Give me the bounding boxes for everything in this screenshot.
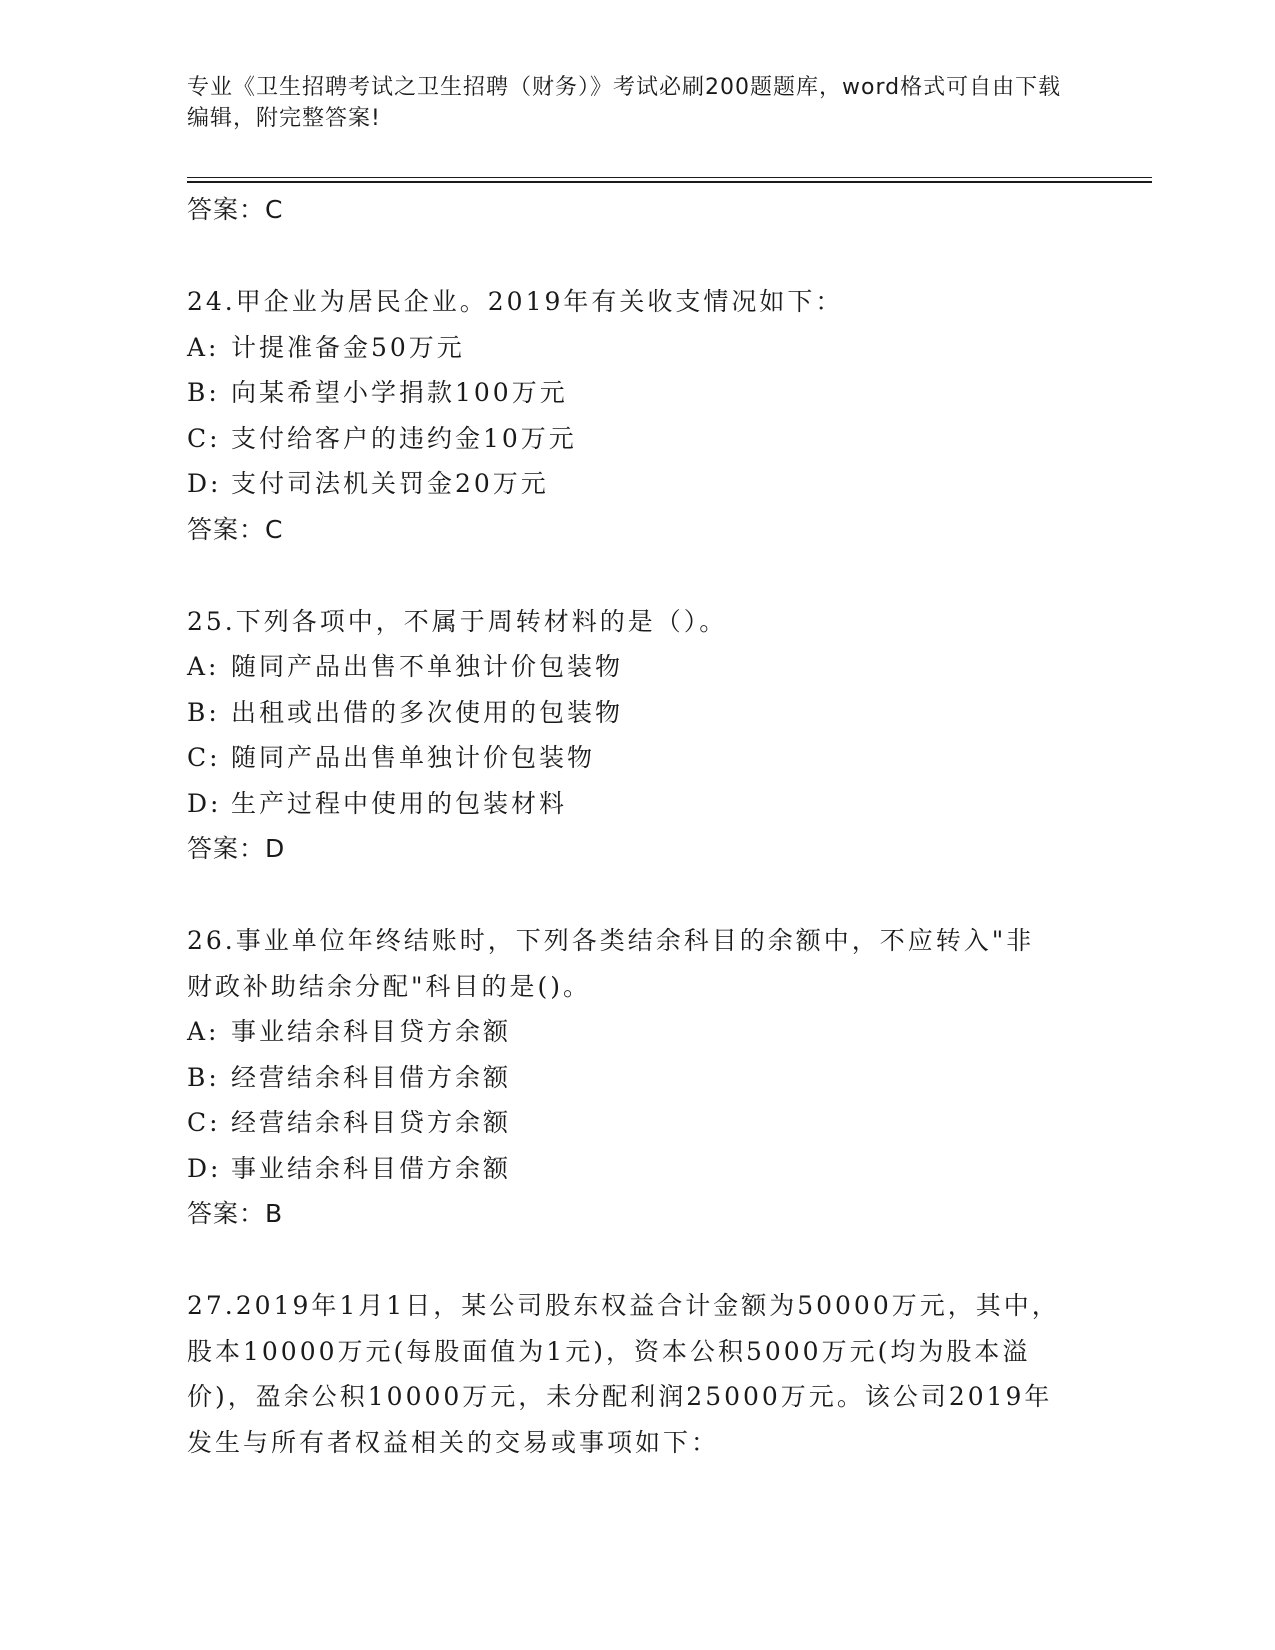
question-stem-line: 发生与所有者权益相关的交易或事项如下： [187, 1427, 720, 1457]
question-25 [187, 599, 1087, 873]
question-stem: 25.下列各项中，不属于周转材料的是（）。 [187, 606, 728, 636]
question-26 [187, 918, 1087, 1237]
option-text: 计提准备金50万元 [231, 332, 465, 362]
document-body [187, 187, 1087, 1511]
option-c [187, 416, 1087, 462]
question-stem-line: 股本10000万元(每股面值为1元)，资本公积5000万元(均为股本溢 [187, 1336, 1031, 1366]
option-b [187, 370, 1087, 416]
question-stem: 24.甲企业为居民企业。2019年有关收支情况如下： [187, 287, 844, 316]
option-d [187, 1146, 1087, 1192]
header-rule [187, 177, 1152, 183]
option-text: 经营结余科目借方余额 [231, 1062, 512, 1092]
option-text: 出租或出借的多次使用的包装物 [231, 697, 624, 727]
option-text: 支付司法机关罚金20万元 [231, 469, 549, 498]
option-c [187, 735, 1087, 781]
option-letter: C: [187, 423, 221, 453]
option-text: 事业结余科目贷方余额 [231, 1017, 512, 1046]
option-text: 经营结余科目贷方余额 [231, 1108, 512, 1137]
option-letter: C: [187, 743, 221, 772]
answer-line: 答案：C [187, 195, 284, 224]
option-letter: A: [187, 652, 220, 681]
option-text: 支付给客户的违约金10万元 [231, 423, 577, 453]
question-stem-line: 26.事业单位年终结账时，下列各类结余科目的余额中，不应转入"非 [187, 926, 1035, 955]
option-b [187, 690, 1087, 736]
question-stem-line: 财政补助结余分配"科目的是()。 [187, 971, 592, 1001]
page-header [187, 72, 1067, 134]
option-letter: B: [187, 697, 220, 727]
option-letter: A: [187, 332, 220, 362]
option-text: 随同产品出售不单独计价包装物 [231, 652, 624, 681]
option-a [187, 325, 1087, 371]
option-a [187, 644, 1087, 690]
answer-line: 答案：C [187, 514, 284, 544]
option-text: 向某希望小学捐款100万元 [231, 378, 568, 407]
option-letter: D: [187, 1153, 222, 1183]
option-b [187, 1055, 1087, 1101]
option-text: 随同产品出售单独计价包装物 [231, 743, 596, 772]
option-letter: B: [187, 378, 220, 407]
option-c [187, 1100, 1087, 1146]
option-text: 事业结余科目借方余额 [231, 1153, 512, 1183]
option-d [187, 781, 1087, 827]
answer-line: 答案：B [187, 1199, 284, 1228]
option-text: 生产过程中使用的包装材料 [231, 788, 568, 818]
question-stem-line: 27.2019年1月1日，某公司股东权益合计金额为50000万元，其中， [187, 1291, 1060, 1320]
option-letter: C: [187, 1108, 221, 1137]
header-text: 专业《卫生招聘考试之卫生招聘（财务）》考试必刷200题题库，word格式可自由下载编辑，附完整答案! [187, 75, 1062, 131]
option-letter: A: [187, 1017, 220, 1046]
answer-line: 答案：D [187, 834, 286, 863]
question-24 [187, 279, 1087, 553]
option-letter: D: [187, 469, 222, 498]
option-letter: D: [187, 788, 222, 818]
option-letter: B: [187, 1062, 220, 1092]
question-27 [187, 1283, 1087, 1465]
option-d [187, 461, 1087, 507]
option-a [187, 1009, 1087, 1055]
question-stem-line: 价)，盈余公积10000万元，未分配利润25000万元。该公司2019年 [187, 1382, 1053, 1411]
